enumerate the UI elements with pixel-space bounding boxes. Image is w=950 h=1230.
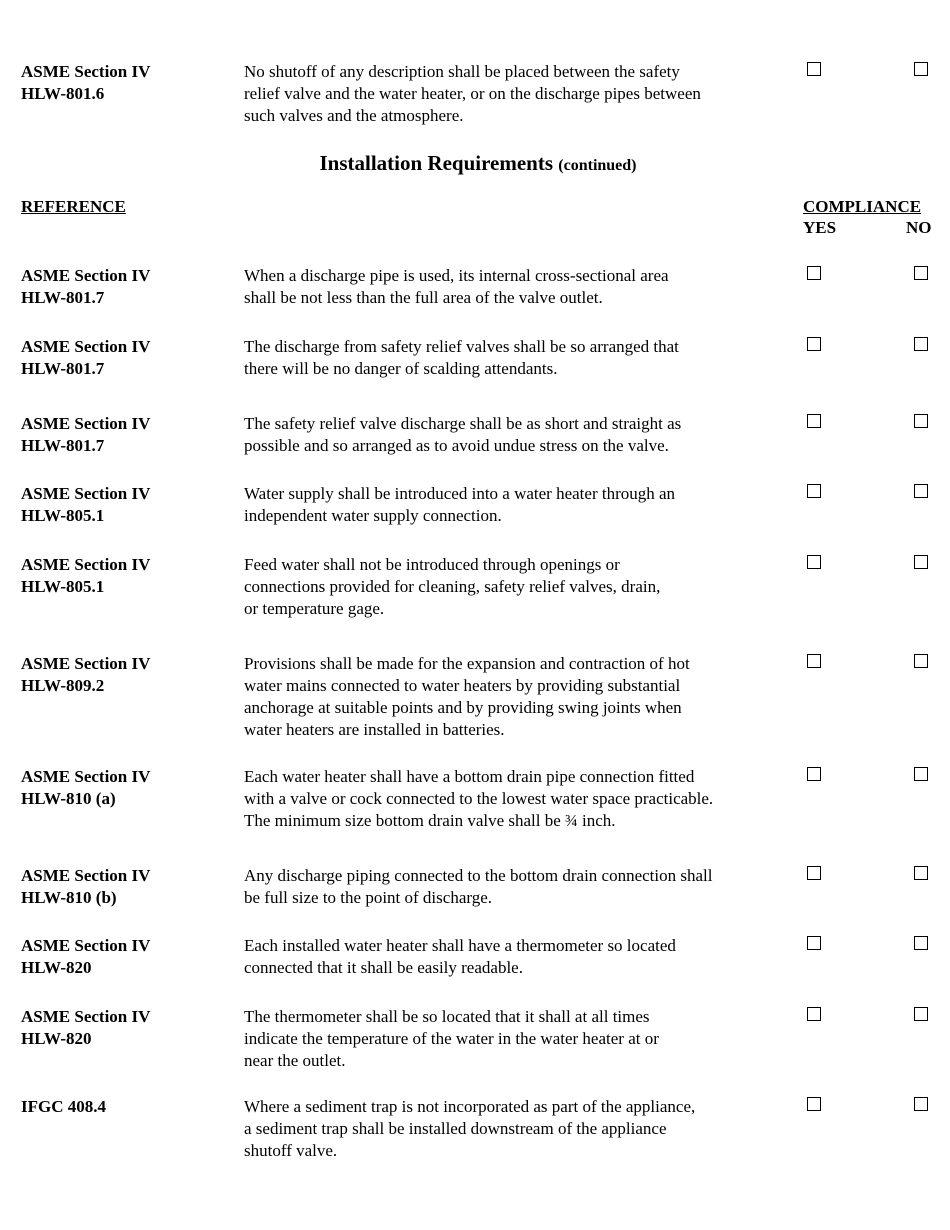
requirement-text [244,336,774,380]
compliance-yes-checkbox[interactable] [807,866,821,880]
requirement-line: connections provided for cleaning, safety relief valves, drain, [244,577,661,596]
compliance-no-checkbox[interactable] [914,484,928,498]
reference-line: ASME Section IV [21,1007,151,1026]
compliance-yes-checkbox[interactable] [807,767,821,781]
compliance-yes-checkbox[interactable] [807,337,821,351]
requirement-line: shall be not less than the full area of the valve outlet. [244,288,603,307]
reference-line: IFGC 408.4 [21,1097,106,1116]
reference-line: HLW-805.1 [21,506,105,525]
requirement-line: No shutoff of any description shall be placed between the safety [244,62,680,81]
section-title [0,152,950,177]
section-title-text: Installation Requirements [319,151,554,175]
requirement-line: relief valve and the water heater, or on the discharge pipes between [244,84,701,103]
requirement-line: Each installed water heater shall have a thermometer so located [244,936,676,955]
compliance-no-checkbox[interactable] [914,266,928,280]
reference-line: HLW-810 (a) [21,789,116,808]
requirement-line: Where a sediment trap is not incorporated as part of the appliance, [244,1097,696,1116]
reference-line: ASME Section IV [21,767,151,786]
reference-line: HLW-801.7 [21,359,105,378]
requirement-line: a sediment trap shall be installed downstream of the appliance [244,1119,667,1138]
requirement-line: there will be no danger of scalding attendants. [244,359,558,378]
compliance-no-checkbox[interactable] [914,767,928,781]
reference-line: HLW-820 [21,958,92,977]
reference-cell [21,865,150,909]
reference-cell [21,413,150,457]
compliance-no-checkbox[interactable] [914,1097,928,1111]
reference-line: ASME Section IV [21,555,151,574]
requirement-text [244,1006,774,1072]
reference-cell [21,483,150,527]
compliance-header: COMPLIANCE [803,197,922,216]
requirement-line: with a valve or cock connected to the lowest water space practicable. [244,789,714,808]
requirement-text [244,1096,774,1162]
compliance-no-checkbox[interactable] [914,62,928,76]
compliance-no-checkbox[interactable] [914,936,928,950]
requirement-line: anchorage at suitable points and by providing swing joints when [244,698,682,717]
requirement-line: water heaters are installed in batteries. [244,720,505,739]
section-title-suffix: (continued) [558,157,637,174]
requirement-line: near the outlet. [244,1051,346,1070]
reference-line: ASME Section IV [21,266,151,285]
requirement-text [244,483,774,527]
requirement-line: indicate the temperature of the water in the water heater at or [244,1029,659,1048]
requirement-text [244,554,774,620]
compliance-yes-checkbox[interactable] [807,654,821,668]
requirement-line: shutoff valve. [244,1141,338,1160]
requirement-line: Provisions shall be made for the expansion and contraction of hot [244,654,690,673]
requirement-text [244,265,774,309]
requirement-line: such valves and the atmosphere. [244,106,464,125]
compliance-no-checkbox[interactable] [914,1007,928,1021]
requirement-line: When a discharge pipe is used, its internal cross-sectional area [244,266,669,285]
compliance-yes-checkbox[interactable] [807,484,821,498]
requirement-text [244,935,774,979]
reference-cell [21,554,150,598]
reference-line: ASME Section IV [21,484,151,503]
requirement-text [244,61,774,127]
requirement-line: water mains connected to water heaters by providing substantial [244,676,681,695]
requirement-line: The safety relief valve discharge shall be as short and straight as [244,414,682,433]
reference-line: ASME Section IV [21,866,151,885]
compliance-no-checkbox[interactable] [914,337,928,351]
compliance-yes-checkbox[interactable] [807,555,821,569]
requirement-line: The thermometer shall be so located that it shall at all times [244,1007,650,1026]
reference-cell [21,336,150,380]
requirement-line: Any discharge piping connected to the bottom drain connection shall [244,866,713,885]
compliance-yes-checkbox[interactable] [807,936,821,950]
compliance-no-checkbox[interactable] [914,654,928,668]
compliance-yes-checkbox[interactable] [807,1097,821,1111]
reference-line: ASME Section IV [21,936,151,955]
reference-line: ASME Section IV [21,414,151,433]
no-header: NO [906,218,932,237]
reference-line: ASME Section IV [21,62,151,81]
reference-line: HLW-809.2 [21,676,105,695]
requirement-line: or temperature gage. [244,599,385,618]
reference-line: HLW-801.7 [21,288,105,307]
requirement-text [244,865,774,909]
requirement-line: possible and so arranged as to avoid undue stress on the valve. [244,436,669,455]
requirement-text [244,413,774,457]
compliance-no-checkbox[interactable] [914,866,928,880]
reference-cell [21,935,150,979]
reference-cell [21,1006,150,1050]
reference-header: REFERENCE [21,197,126,216]
requirement-line: Each water heater shall have a bottom drain pipe connection fitted [244,767,695,786]
reference-cell [21,766,150,810]
reference-cell [21,653,150,697]
requirement-line: The minimum size bottom drain valve shall be ¾ inch. [244,811,616,830]
compliance-no-checkbox[interactable] [914,555,928,569]
requirement-line: The discharge from safety relief valves shall be so arranged that [244,337,679,356]
reference-line: HLW-820 [21,1029,92,1048]
requirement-line: connected that it shall be easily readable. [244,958,523,977]
reference-line: ASME Section IV [21,654,151,673]
reference-line: HLW-805.1 [21,577,105,596]
yes-header: YES [803,218,837,237]
reference-line: ASME Section IV [21,337,151,356]
reference-line: HLW-810 (b) [21,888,117,907]
requirement-text [244,766,774,832]
requirement-line: be full size to the point of discharge. [244,888,493,907]
reference-cell [21,265,150,309]
compliance-no-checkbox[interactable] [914,414,928,428]
reference-cell [21,1096,106,1118]
requirement-text [244,653,774,741]
compliance-yes-checkbox[interactable] [807,62,821,76]
requirement-line: Water supply shall be introduced into a water heater through an [244,484,676,503]
reference-line: HLW-801.6 [21,84,105,103]
reference-cell [21,61,150,105]
compliance-yes-checkbox[interactable] [807,266,821,280]
compliance-yes-checkbox[interactable] [807,414,821,428]
reference-line: HLW-801.7 [21,436,105,455]
requirement-line: Feed water shall not be introduced through openings or [244,555,620,574]
requirement-line: independent water supply connection. [244,506,502,525]
compliance-yes-checkbox[interactable] [807,1007,821,1021]
